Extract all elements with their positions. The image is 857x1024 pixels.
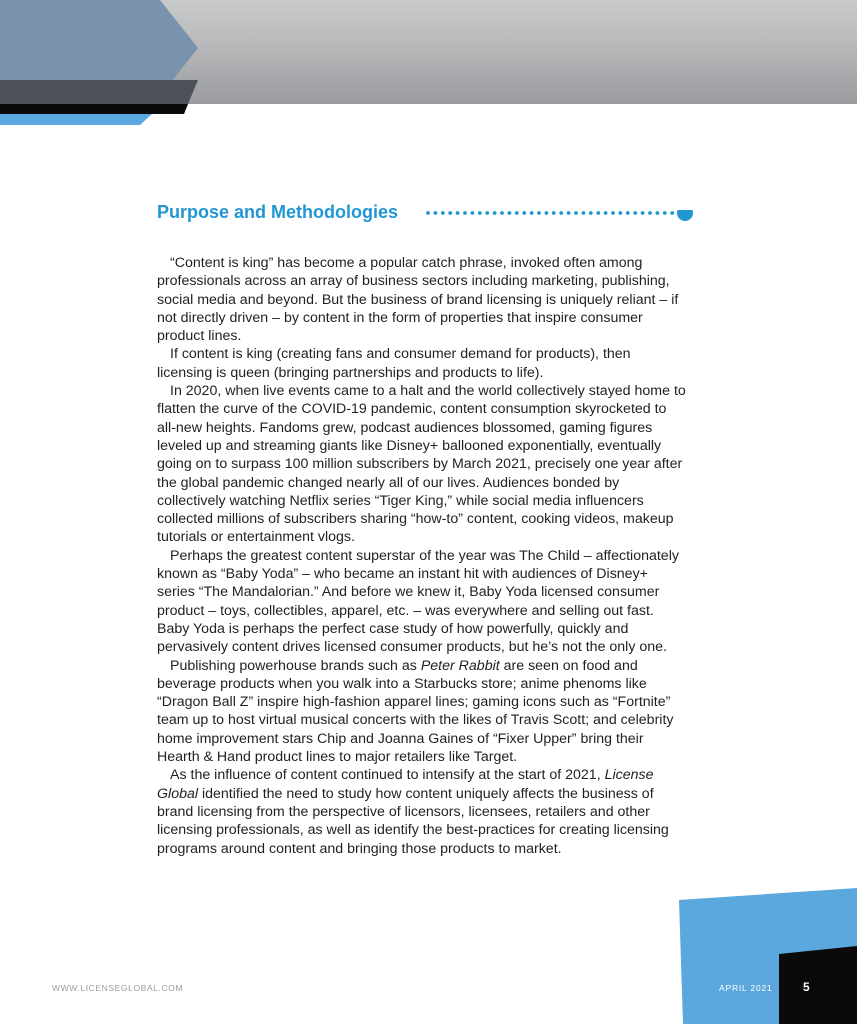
paragraph-text: identified the need to study how content uniquely affects the business of brand licensing from the perspective of licensors, licensees, retailers and other licensing professionals, as well as identify the best-practices for creating licensing programs around content and bringing those products to market. xyxy=(157,785,669,857)
paragraph-text: As the influence of content continued to intensify at the start of 2021, xyxy=(170,767,605,784)
article-body xyxy=(157,254,687,858)
paragraph-text: Perhaps the greatest content superstar of the year was The Child – affectionately known as “Baby Yoda” – who became an instant hit with audiences of Disney+ series “The Mandalorian.” And before we knew it, Baby Yoda licensed consumer product – toys, collectibles, apparel, etc. – was everywhere and selling out fast. Baby Yoda is perhaps the perfect case study of how powerfully, quickly and pervasively content drives licensed consumer products, but he’s not the only one. xyxy=(157,547,679,656)
body-paragraph xyxy=(157,254,687,345)
body-paragraph xyxy=(157,382,687,547)
footer-url: WWW.LICENSEGLOBAL.COM xyxy=(52,983,184,993)
paragraph-text: “Content is king” has become a popular catch phrase, invoked often among professionals across an array of business sectors including marketing, publishing, social media and beyond. But the business of brand licensing is uniquely reliant – if not directly driven – by content in the form of properties that inspire consumer product lines. xyxy=(157,255,679,345)
body-paragraph xyxy=(157,547,687,657)
italic-title: License Global xyxy=(157,767,654,802)
body-paragraph xyxy=(157,345,687,382)
paragraph-text: Publishing powerhouse brands such as xyxy=(170,657,421,674)
italic-title: Peter Rabbit xyxy=(420,657,500,674)
header-chevron-graphic xyxy=(0,0,210,130)
page-corner-graphic xyxy=(677,888,857,1024)
footer-date: APRIL 2021 xyxy=(719,983,773,993)
page-number: 5 xyxy=(803,980,810,994)
body-paragraph xyxy=(157,766,687,857)
section-heading xyxy=(157,200,697,226)
paragraph-text: are seen on food and beverage products when you walk into a Starbucks store; anime phenoms like “Dragon Ball Z” inspire high-fashion apparel lines; gaming icons such as “Fortnite” team up to host virtual musical concerts with the likes of Travis Scott; and celebrity home improvement stars Chip and Joanna Gaines of “Fixer Upper” bring their Hearth & Hand product lines to major retailers like Target. xyxy=(157,657,674,766)
paragraph-text: If content is king (creating fans and consumer demand for products), then licensing is queen (bringing partnerships and products to life). xyxy=(157,346,631,381)
section-title: Purpose and Methodologies xyxy=(157,202,399,222)
body-paragraph xyxy=(157,657,687,767)
dotted-rule xyxy=(425,210,695,228)
paragraph-text: In 2020, when live events came to a halt and the world collectively stayed home to flatten the curve of the COVID-19 pandemic, content consumption skyrocketed to all-new heights. Fandoms grew, podcast audiences blossomed, gaming figures leveled up and streaming giants like Disney+ ballooned exponentially, eventually going on to surpass 100 million subscribers by March 2021, precisely one year after the global pandemic changed nearly all of our lives. Audiences bonded by collectively watching Netflix series “Tiger King,” while social media influencers collected millions of subscribers sharing “how-to” content, cooking videos, makeup tutorials or entertainment vlogs. xyxy=(157,383,686,546)
